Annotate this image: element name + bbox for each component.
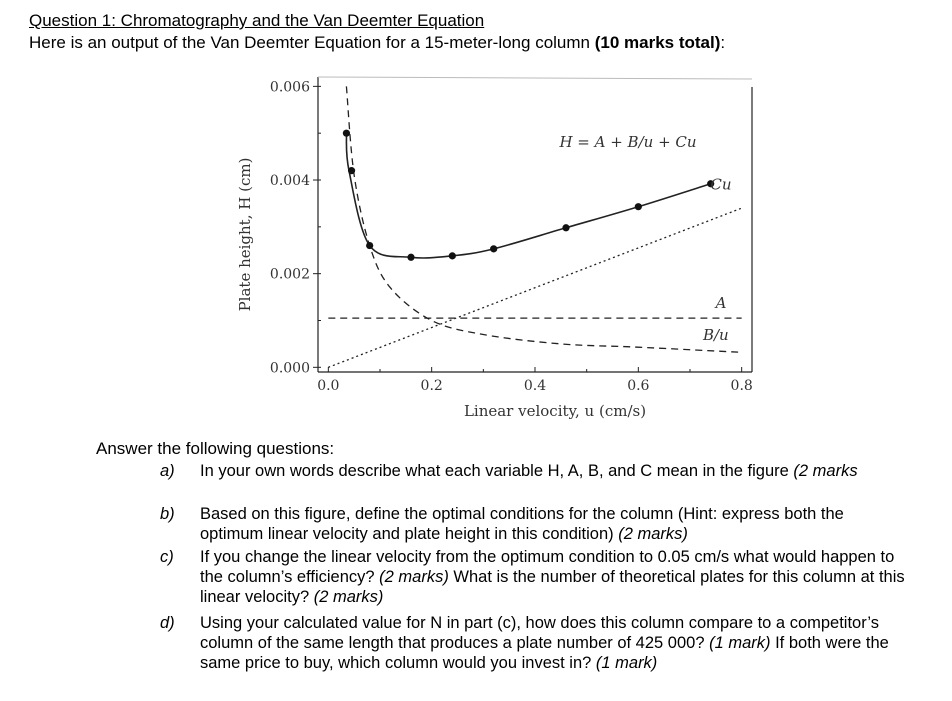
x-tick-label: 0.8 <box>730 378 753 394</box>
y-tick-label: 0.002 <box>269 266 310 283</box>
y-tick-label: 0.006 <box>269 79 310 96</box>
y-tick-label: 0.004 <box>269 173 310 190</box>
intro-colon: : <box>720 33 726 52</box>
x-tick-label: 0.6 <box>627 378 650 394</box>
data-point <box>449 252 456 259</box>
series-line-0 <box>346 133 710 258</box>
data-point <box>407 254 414 261</box>
y-tick-label: 0.000 <box>269 360 310 377</box>
curve-label: Cu <box>710 175 732 194</box>
question-marks: (2 marks) <box>379 568 449 586</box>
question-body <box>200 547 910 607</box>
data-point <box>490 245 497 252</box>
question-marks-2: (1 mark) <box>595 654 658 672</box>
x-tick-label: 0.4 <box>523 378 547 394</box>
chart-axes <box>313 77 752 372</box>
question-marks: (2 marks) <box>618 525 688 543</box>
series-line-3 <box>346 86 741 352</box>
question-marks-2: (2 marks) <box>313 588 384 606</box>
chart-curves <box>328 86 741 367</box>
question-text: Based on this figure, define the optimal conditions for the column (Hint: express both the optimum linear velocity and plate height in this condition) <box>200 505 844 543</box>
question-text: Using your calculated value for N in part (c), how does this column compare to a competitor’s column of the same length that produces a plate number of 425 000? <box>200 614 879 652</box>
data-point <box>635 203 642 210</box>
question-text: In your own words describe what each variable H, A, B, and C mean in the figure <box>200 462 794 480</box>
question-marks: (2 marks <box>793 462 858 480</box>
x-tick-label: 0.2 <box>420 378 443 394</box>
question-body <box>200 504 910 544</box>
x-tick-label: 0.0 <box>317 378 340 394</box>
question-text-2: What is the number of theoretical plates for this column at this linear velocity? <box>200 568 905 606</box>
question-letter: c) <box>160 548 174 566</box>
data-point <box>366 242 373 249</box>
question-body <box>200 461 910 481</box>
question-body <box>200 613 910 673</box>
data-point <box>562 224 569 231</box>
x-axis-title: Linear velocity, u (cm/s) <box>463 402 647 420</box>
intro-marks: (10 marks total) <box>594 33 721 52</box>
y-axis-title: Plate height, H (cm) <box>236 157 254 312</box>
question-text: If you change the linear velocity from the optimum condition to 0.05 cm/s what would happen to the column’s efficiency? <box>200 548 895 586</box>
equation-label: H = A + B/u + Cu <box>559 133 697 152</box>
questions-header: Answer the following questions: <box>96 439 335 458</box>
top-axis-line <box>318 77 752 79</box>
question-letter: b) <box>160 505 175 523</box>
question-title: Question 1: Chromatography and the Van Deemter Equation <box>29 11 485 30</box>
question-letter: a) <box>160 462 175 480</box>
curve-label: A <box>715 293 727 312</box>
question-letter: d) <box>160 614 175 632</box>
intro-text: Here is an output of the Van Deemter Equation for a 15-meter-long column <box>29 33 595 52</box>
question-marks: (1 mark) <box>709 634 771 652</box>
data-point <box>348 167 355 174</box>
curve-label: B/u <box>702 326 729 345</box>
question-text-2: If both were the same price to buy, which column would you invest in? <box>200 634 889 672</box>
data-point <box>343 130 350 137</box>
